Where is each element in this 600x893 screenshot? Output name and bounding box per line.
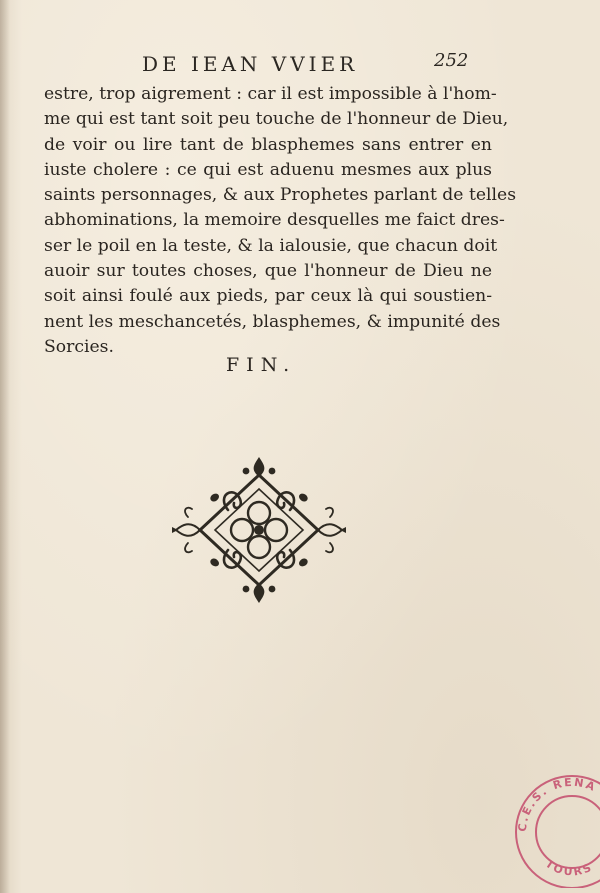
stamp-bottom-text: TOURS [542,857,595,879]
page-number: 252 [434,50,469,71]
library-stamp [508,768,600,888]
text-line: estre, trop aigrement : car il est impossible à l'hom- [44,84,497,104]
text-line: me qui est tant soit peu touche de l'honneur de Dieu, [44,109,509,130]
running-head: DE IEAN VVIER [142,52,359,76]
text-line: abhominations, la memoire desquelles me faict dres- [44,210,505,231]
body-text [44,82,517,360]
text-line: Sorcies. [44,336,114,357]
binding-gutter-shadow [0,0,10,893]
stamp-top-text: C.E.S. RENA [515,775,599,833]
text-line: ser le poil en la teste, & la ialousie, que chacun doit [44,235,498,256]
text-line: soit ainsi foulé aux pieds, par ceux là qui soustien- [44,286,492,307]
fin-label: FIN. [226,354,297,376]
text-line: de voir ou lire tant de blasphemes sans entrer en [44,134,492,155]
text-line: saints personnages, & aux Prophetes parlant de telles [44,185,517,206]
fleuron-ornament-icon [168,455,350,605]
text-line: auoir sur toutes choses, que l'honneur de Dieu ne [44,261,492,282]
text-line: iuste cholere : ce qui est aduenu mesmes aux plus [44,159,492,180]
text-line: nent les meschancetés, blasphemes, & impunité des [44,311,501,332]
